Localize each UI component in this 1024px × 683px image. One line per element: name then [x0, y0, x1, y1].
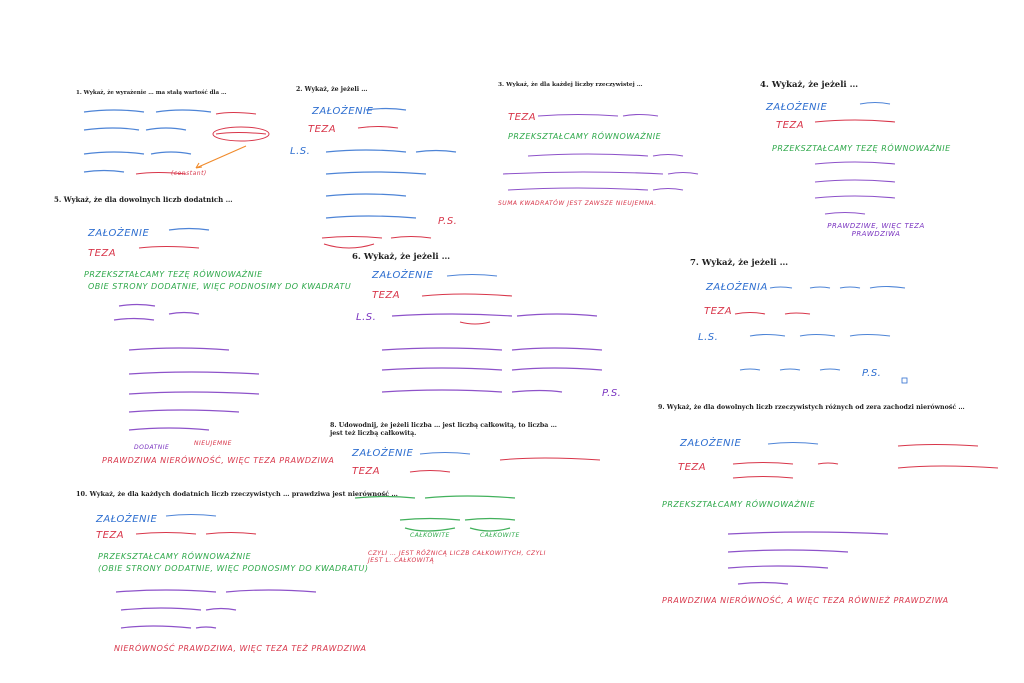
- problem-number: 10.: [76, 490, 88, 498]
- problem-4-handwriting: [760, 94, 990, 234]
- conclusion-text: SUMA KWADRATÓW JEST ZAWSZE NIEUJEMNA.: [498, 200, 657, 207]
- conclusion-text: CZYLI … JEST RÓŻNICĄ LICZB CAŁKOWITYCH, CZYLI JEST L. CAŁKOWITĄ: [368, 550, 546, 564]
- thesis-label: TEZA: [704, 306, 733, 317]
- problem-8: [330, 422, 630, 582]
- thesis-label: TEZA: [88, 248, 117, 259]
- transform-label: PRZEKSZTAŁCAMY TEZĘ RÓWNOWAŻNIE: [84, 270, 263, 279]
- rhs-label: P.S.: [438, 216, 458, 227]
- transform-label: PRZEKSZTAŁCAMY RÓWNOWAŻNIE: [508, 132, 662, 141]
- thesis-label: TEZA: [776, 120, 805, 131]
- problem-1: [76, 90, 276, 180]
- problem-8-handwriting: [330, 446, 630, 556]
- problem-6: [352, 252, 642, 412]
- problem-3: [498, 82, 708, 212]
- conclusion-text: PRAWDZIWA NIERÓWNOŚĆ, WIĘC TEZA PRAWDZIWA: [102, 456, 335, 465]
- problem-number: 8.: [330, 422, 337, 429]
- squaring-note: OBIE STRONY DODATNIE, WIĘC PODNOSIMY DO KWADRATU: [88, 282, 352, 291]
- rhs-label: P.S.: [602, 388, 622, 399]
- problem-10-handwriting: [76, 504, 356, 654]
- lhs-label: L.S.: [356, 312, 377, 323]
- conclusion-text: PRAWDZIWA NIERÓWNOŚĆ, A WIĘC TEZA RÓWNIEŻ PRAWDZIWA: [662, 596, 949, 605]
- problem-statement: Wykaż, że jeżeli …: [771, 80, 859, 90]
- thesis-label: TEZA: [372, 290, 401, 301]
- problem-number: 9.: [658, 404, 665, 411]
- thesis-label: TEZA: [96, 530, 125, 541]
- assumption-label: ZAŁOŻENIE: [312, 106, 374, 117]
- problem-2: [290, 86, 496, 246]
- problem-5: [54, 195, 352, 466]
- thesis-label: TEZA: [678, 462, 707, 473]
- positive-note: DODATNIE: [134, 444, 170, 451]
- problem-6-handwriting: [352, 266, 642, 416]
- assumption-label: ZAŁOŻENIE: [766, 102, 828, 113]
- assumption-label: ZAŁOŻENIE: [680, 438, 742, 449]
- lhs-label: L.S.: [290, 146, 311, 157]
- conclusion-text: PRAWDZIWE, WIĘC TEZA PRAWDZIWA: [827, 222, 925, 238]
- problem-9: [658, 404, 998, 614]
- constant-note: (constant): [171, 170, 207, 177]
- problem-statement: Wykaż, że jeżeli …: [701, 258, 789, 268]
- assumption-label: ZAŁOŻENIE: [352, 448, 414, 459]
- rhs-label: P.S.: [862, 368, 882, 379]
- assumption-label: ZAŁOŻENIE: [96, 514, 158, 525]
- problem-5-handwriting: [54, 218, 314, 443]
- problem-10: [76, 490, 398, 670]
- problem-number: 1.: [76, 90, 82, 96]
- problem-statement: Wykaż, że jeżeli …: [363, 252, 451, 262]
- problem-statement: Wykaż, że dla każdej liczby rzeczywistej …: [506, 82, 643, 88]
- thesis-label: TEZA: [508, 112, 537, 123]
- problem-statement: Wykaż, że dla dowolnych liczb rzeczywistych różnych od zera zachodzi nierówność …: [666, 404, 965, 411]
- problem-statement: Udowodnij, że jeżeli liczba … jest liczbą całkowitą, to liczba … jest też liczbą całkowitą.: [330, 422, 557, 437]
- conclusion-text: NIERÓWNOŚĆ PRAWDZIWA, WIĘC TEZA TEŻ PRAWDZIWA: [114, 644, 367, 653]
- squaring-note: (OBIE STRONY DODATNIE, WIĘC PODNOSIMY DO KWADRATU): [98, 564, 369, 573]
- problem-number: 7.: [690, 258, 699, 268]
- problem-statement: Wykaż, że dla dowolnych liczb dodatnich …: [63, 195, 233, 204]
- problem-number: 2.: [296, 86, 303, 93]
- problem-7: [690, 258, 930, 388]
- problem-number: 4.: [760, 80, 769, 90]
- problem-number: 6.: [352, 252, 361, 262]
- transform-label: PRZEKSZTAŁCAMY RÓWNOWAŻNIE: [662, 500, 816, 509]
- problem-statement: Wykaż, że wyrażenie … ma stałą wartość dla …: [83, 90, 227, 96]
- transform-label: PRZEKSZTAŁCAMY RÓWNOWAŻNIE: [98, 552, 252, 561]
- thesis-label: TEZA: [308, 124, 337, 135]
- thesis-label: TEZA: [352, 466, 381, 477]
- problem-statement: Wykaż, że jeżeli …: [304, 86, 368, 93]
- transform-label: PRZEKSZTAŁCAMY TEZĘ RÓWNOWAŻNIE: [772, 144, 951, 153]
- problem-4: [760, 80, 990, 250]
- problem-number: 5.: [54, 195, 62, 204]
- integer-label-1: CAŁKOWITE: [410, 532, 450, 539]
- problem-statement: Wykaż, że dla każdych dodatnich liczb rzeczywistych … prawdziwa jest nierówność …: [89, 490, 398, 498]
- problem-3-handwriting: [498, 92, 708, 202]
- lhs-label: L.S.: [698, 332, 719, 343]
- nonnegative-note: NIEUJEMNE: [194, 440, 232, 447]
- integer-label-2: CAŁKOWITE: [480, 532, 520, 539]
- problem-9-handwriting: [658, 424, 998, 604]
- assumption-label: ZAŁOŻENIE: [372, 270, 434, 281]
- assumption-label: ZAŁOŻENIE: [88, 228, 150, 239]
- problem-7-handwriting: [690, 274, 930, 394]
- assumption-label: ZAŁOŻENIA: [706, 282, 768, 293]
- problem-number: 3.: [498, 82, 505, 88]
- problem-2-handwriting: [296, 100, 496, 250]
